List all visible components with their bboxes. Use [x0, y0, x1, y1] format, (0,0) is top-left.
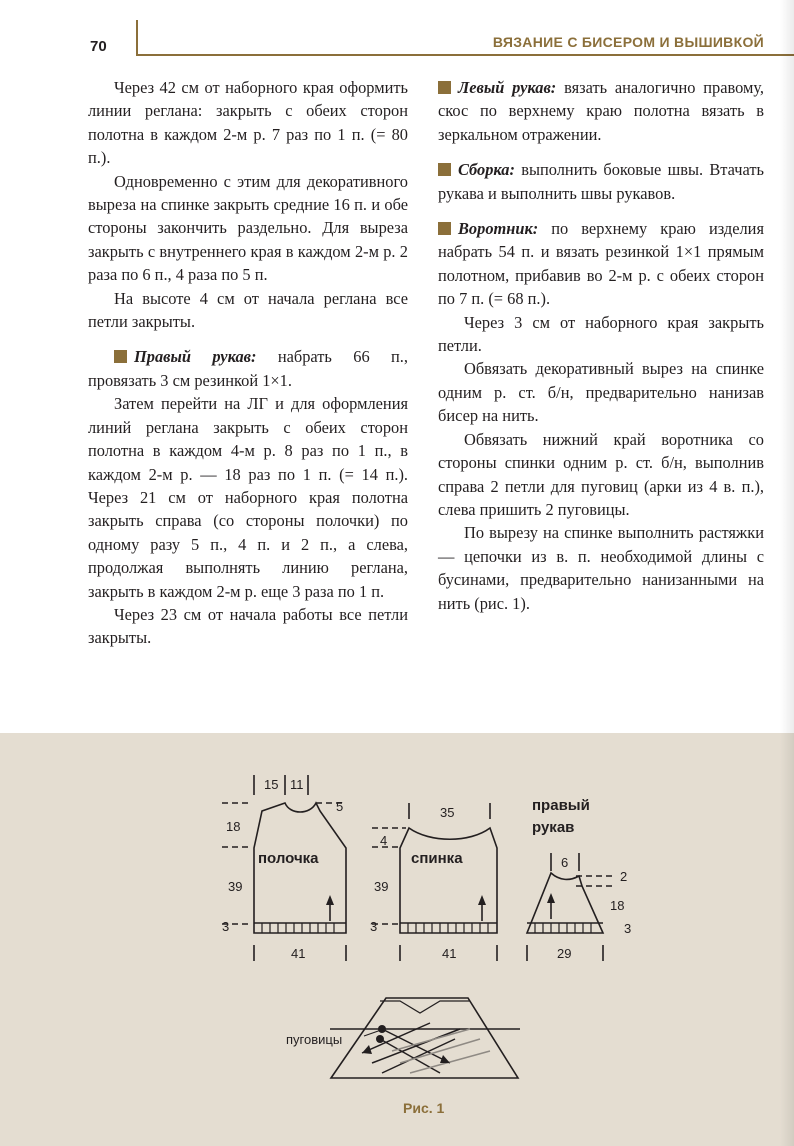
- sleeve-diagram: [527, 853, 614, 961]
- sleeve-dim-rib: 3: [624, 921, 632, 936]
- pattern-schematic: [0, 733, 794, 1146]
- section-heading: Левый рукав:: [458, 78, 557, 97]
- paragraph: Затем перейти на ЛГ и для оформления линий реглана закрыть с обеих сторон полотна в каждом 4-м р. 8 раз по 1 п., в каждом 2-м р. — 18 раз по 1 п. (= 14 п.). Через 21 см от наборного края полотна закрыть справа (со стороны полочки) по одному разу 5 п., 4 п. и 2 п., а слева, продолжая выполнять линию реглана, закрыть в каждом 2-м р. еще 3 раза по 1 п.: [88, 394, 408, 601]
- section-assembly: [438, 158, 764, 205]
- front-dim-top-right: 11: [290, 777, 304, 792]
- back-dim-raglan: 4: [380, 833, 388, 848]
- back-label: спинка: [411, 850, 463, 867]
- sleeve-dim-step: 2: [620, 869, 628, 884]
- front-dim-rib: 3: [222, 919, 230, 934]
- bullet-square-icon: [438, 163, 451, 176]
- collar-diagram: [330, 998, 520, 1078]
- paragraph: Обвязать декоративный вырез на спинке одним р. ст. б/н, предварительно нанизав бисер на нить.: [438, 359, 764, 426]
- running-head: ВЯЗАНИЕ С БИСЕРОМ И ВЫШИВКОЙ: [492, 34, 764, 50]
- sleeve-label-line2: рукав: [532, 819, 575, 836]
- section-heading: Правый рукав:: [134, 347, 257, 367]
- bullet-square-icon: [438, 222, 451, 235]
- sleeve-dim-height: 18: [610, 898, 625, 913]
- paragraph: Через 3 см от наборного края закрыть петли.: [438, 312, 764, 356]
- paragraph-text: набрать 66 п., провязать 3 см резинкой 1×1.: [88, 347, 408, 390]
- front-dim-neck: 5: [336, 799, 344, 814]
- paragraph: Одновременно с этим для декоративного выреза на спинке закрыть средние 16 п. и обе стороны закончить раздельно. Для выреза закрыть с внутреннего края в каждом 2-м р. 2 раза по 6 п., 4 раза по 5 п.: [88, 171, 408, 285]
- section-right-sleeve: [88, 345, 408, 392]
- page-number: 70: [90, 38, 107, 55]
- bullet-square-icon: [114, 350, 127, 363]
- bullet-square-icon: [438, 81, 451, 94]
- front-dim-raglan: 18: [226, 819, 241, 834]
- buttons-label: пуговицы: [286, 1032, 343, 1047]
- sleeve-dim-width: 29: [557, 946, 572, 961]
- paragraph-text: вязать аналогично правому, скос по верхнему краю полотна вязать в зеркальном отражении.: [438, 78, 765, 144]
- paragraph: На высоте 4 см от начала реглана все петли закрыты.: [88, 288, 408, 332]
- front-dim-top-left: 15: [264, 777, 279, 792]
- paragraph: Через 23 см от начала работы все петли закрыты.: [88, 604, 408, 648]
- paragraph-text: выполнить боковые швы. Втачать рукава и выполнить швы рукавов.: [438, 160, 764, 203]
- paragraph: По вырезу на спинке выполнить растяжки — цепочки из в. п. необходимой длины с бусинами, предварительно нанизанными на нить (рис. 1).: [438, 523, 764, 613]
- back-piece-diagram: [372, 803, 497, 961]
- paragraph: Через 42 см от наборного края оформить линии реглана: закрыть с обеих сторон полотна в каждом 2-м р. 7 раз по 1 п. (= 80 п.).: [88, 78, 408, 168]
- figure-caption: Рис. 1: [403, 1100, 445, 1116]
- section-collar: [438, 217, 764, 311]
- front-piece-diagram: [222, 775, 346, 961]
- header-rule-vertical: [136, 20, 138, 56]
- front-dim-width: 41: [291, 946, 306, 961]
- right-column: [438, 76, 764, 615]
- section-heading: Воротник:: [458, 219, 539, 239]
- figure-band: [0, 733, 794, 1146]
- front-dim-body: 39: [228, 879, 243, 894]
- front-label: полочка: [258, 850, 319, 867]
- section-heading: Сборка:: [458, 160, 515, 180]
- header-rule: [136, 54, 794, 56]
- sleeve-dim-top: 6: [561, 855, 569, 870]
- sleeve-label-line1: правый: [532, 797, 590, 814]
- left-column: [88, 76, 408, 650]
- back-dim-body: 39: [374, 879, 389, 894]
- back-dim-width: 41: [442, 946, 457, 961]
- back-dim-top: 35: [440, 805, 455, 820]
- section-left-sleeve: [438, 76, 764, 146]
- paragraph-text: по верхнему краю изделия набрать 54 п. и вязать резинкой 1×1 прямым полотном, прибавив во 2-м р. с обеих сторон по 7 п. (= 68 п.).: [438, 219, 764, 309]
- back-dim-rib: 3: [370, 919, 378, 934]
- paragraph: Обвязать нижний край воротника со стороны спинки одним р. ст. б/н, выполнив справа 2 петли для пуговиц (арки из 4 в. п.), слева пришить 2 пуговицы.: [438, 429, 764, 519]
- page-edge-shadow: [780, 0, 794, 1146]
